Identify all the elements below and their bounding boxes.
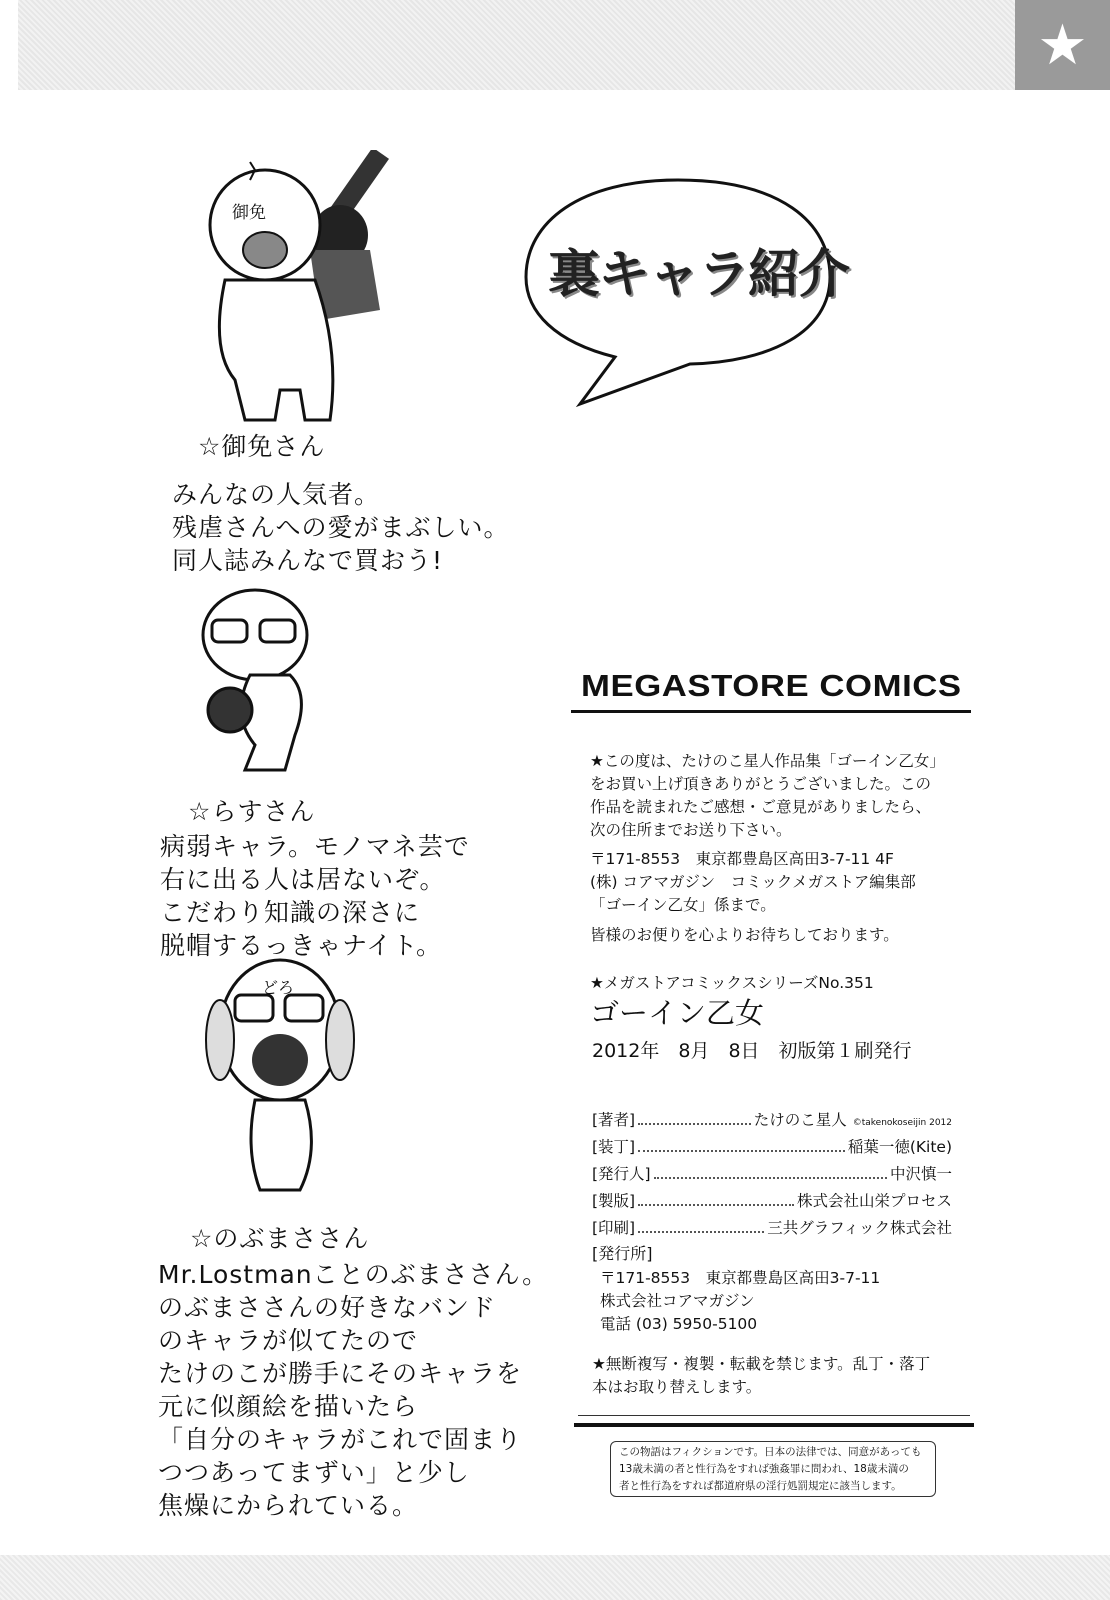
description-line: 元に似顔絵を描いたら (158, 1392, 419, 1421)
divider-thin (578, 1415, 970, 1416)
rights-line: ★無断複写・複製・転載を禁じます。乱丁・落丁 (592, 1355, 931, 1373)
description-line: 病弱キャラ。モノマネ芸で (160, 832, 470, 861)
rights-notice (592, 1353, 930, 1399)
divider-thick (574, 1423, 974, 1427)
book-title: ゴーイン乙女 (590, 996, 765, 1030)
description-line: つつあってまずい」と少し (158, 1458, 470, 1487)
character-face-label: 御免 (232, 203, 266, 223)
description-line: のぶまささんの好きなバンド (158, 1293, 497, 1322)
legal-notice-box (610, 1441, 936, 1497)
description-line: 残虐さんへの愛がまぶしい。 (172, 513, 510, 542)
character-name: ☆御免さん (198, 432, 326, 461)
notice-line: 13歳未満の者と性行為をすれば強姦罪に問われ、18歳未満の (619, 1463, 909, 1475)
thanks-line: ★この度は、たけのこ星人作品集「ゴーイン乙女」 (590, 752, 945, 770)
publisher-label: [発行所] (592, 1244, 653, 1263)
address-line: 〒171-8553 東京都豊島区高田3-7-11 4F (590, 850, 894, 868)
character-description (160, 830, 470, 962)
character-description (158, 1258, 548, 1522)
address-line: 「ゴーイン乙女」係まで。 (590, 896, 776, 914)
description-line: 焦燥にかられている。 (158, 1491, 419, 1520)
credit-design: [装丁] 稲葉一徳(Kite) (592, 1138, 952, 1156)
publisher-line: 電話 (03) 5950-5100 (600, 1315, 758, 1333)
character-rasu-illustration (200, 585, 330, 775)
thanks-message (590, 750, 945, 842)
credit-publisher-person: [発行人] 中沢慎一 (592, 1165, 952, 1183)
star-icon: ★ (1015, 0, 1110, 90)
publisher-brand: MEGASTORE COMICS (581, 668, 962, 703)
character-gomen-illustration (190, 150, 410, 430)
description-line: 脱帽するっきゃナイト。 (160, 931, 443, 960)
notice-line: この物語はフィクションです。日本の法律では、同意があっても (619, 1446, 922, 1458)
bottom-screentone-band (0, 1555, 1110, 1600)
publisher-line: 株式会社コアマガジン (600, 1292, 755, 1310)
character-name: ☆らすさん (188, 797, 316, 826)
publication-date: 2012年 8月 8日 初版第１刷発行 (592, 1040, 912, 1062)
brand-underline (571, 710, 971, 713)
description-line: こだわり知識の深さに (160, 898, 421, 927)
series-number: ★メガストアコミックスシリーズNo.351 (590, 974, 874, 992)
address-line: (株) コアマガジン コミックメガストア編集部 (590, 873, 916, 891)
description-line: たけのこが勝手にそのキャラを (158, 1359, 523, 1388)
description-line: 同人誌みんなで買おう! (172, 546, 444, 575)
thanks-line: 次の住所までお送り下さい。 (590, 821, 792, 839)
character-name: ☆のぶまささん (190, 1224, 370, 1253)
rights-line: 本はお取り替えします。 (592, 1378, 762, 1396)
publisher-line: 〒171-8553 東京都豊島区高田3-7-11 (600, 1269, 881, 1287)
mailing-address (590, 848, 916, 917)
character-face-label: どろ (262, 978, 295, 997)
copyright: ©takenokoseijin 2012 (852, 1118, 952, 1128)
description-line: みんなの人気者。 (172, 480, 381, 509)
description-line: 右に出る人は居ないぞ。 (160, 865, 446, 894)
bubble-title: 裏キャラ紹介 (548, 245, 849, 305)
description-line: Mr.Lostmanことのぶまささん。 (158, 1260, 549, 1289)
publisher-info (600, 1267, 880, 1336)
credit-author: [著者] たけのこ星人 ©takenokoseijin 2012 (592, 1111, 952, 1129)
notice-line: 者と性行為をすれば都道府県の淫行処罰規定に該当します。 (619, 1480, 902, 1492)
credit-prepress: [製版] 株式会社山栄プロセス (592, 1192, 952, 1210)
character-description (172, 478, 510, 577)
thanks-line: 作品を読まれたご感想・ご意見がありましたら、 (590, 798, 932, 816)
credit-printing: [印刷] 三共グラフィック株式会社 (592, 1219, 952, 1237)
description-line: 「自分のキャラがこれで固まり (158, 1425, 523, 1454)
closing-message: 皆様のお便りを心よりお待ちしております。 (590, 926, 899, 944)
description-line: のキャラが似てたので (158, 1326, 419, 1355)
top-screentone-band (18, 0, 1018, 90)
thanks-line: をお買い上げ頂きありがとうございました。この (590, 775, 932, 793)
